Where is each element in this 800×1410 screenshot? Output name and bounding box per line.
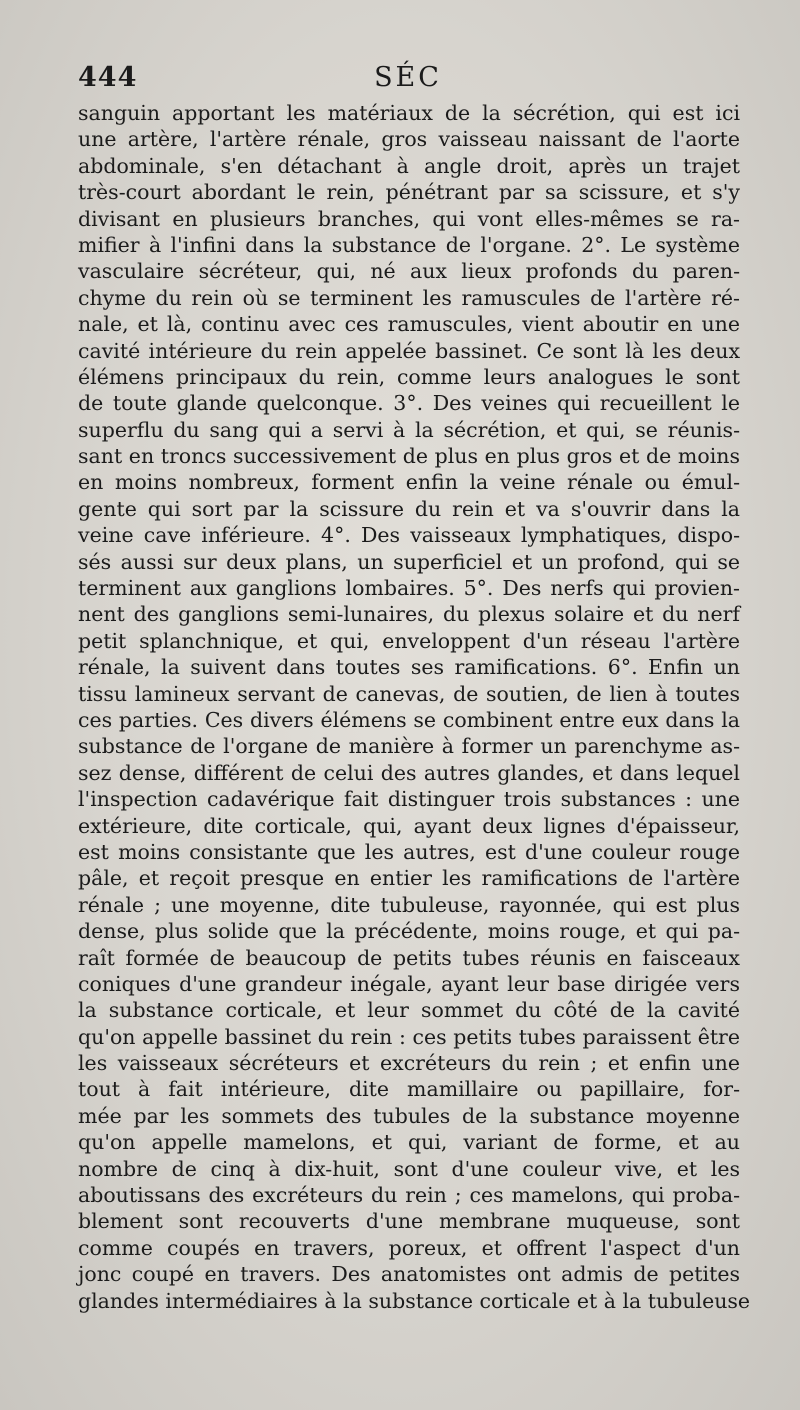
text-line: veine cave inférieure. 4°. Des vaisseaux lymphatiques, dispo- — [78, 523, 740, 548]
text-line: sez dense, différent de celui des autres glandes, et dans lequel — [78, 760, 740, 785]
text-line: substance de l'organe de manière à former un parenchyme as- — [78, 734, 740, 759]
text-line: qu'on appelle bassinet du rein : ces petits tubes paraissent être — [78, 1024, 740, 1049]
text-line: est moins consistante que les autres, est d'une couleur rouge — [78, 839, 740, 864]
page-number: 444 — [78, 62, 138, 93]
text-line: glandes intermédiaires à la substance corticale et à la tubuleuse — [78, 1288, 751, 1313]
text-line: jonc coupé en travers. Des anatomistes ont admis de petites — [78, 1262, 740, 1287]
text-line: divisant en plusieurs branches, qui vont elles-mêmes se ra- — [78, 206, 740, 231]
text-line: blement sont recouverts d'une membrane muqueuse, sont — [78, 1209, 740, 1234]
text-line: de toute glande quelconque. 3°. Des veines qui recueillent le — [78, 391, 740, 416]
text-line: en moins nombreux, forment enfin la veine rénale ou émul- — [78, 470, 740, 495]
text-line: mifier à l'infini dans la substance de l'organe. 2°. Le système — [78, 232, 740, 257]
text-line: petit splanchnique, et qui, enveloppent d'un réseau l'artère — [78, 628, 740, 653]
text-line: qu'on appelle mamelons, et qui, variant de forme, et au — [78, 1130, 740, 1155]
text-line: nent des ganglions semi-lunaires, du plexus solaire et du nerf — [78, 602, 740, 627]
text-line: aboutissans des excréteurs du rein ; ces mamelons, qui proba- — [78, 1183, 740, 1208]
text-line: la substance corticale, et leur sommet du côté de la cavité — [78, 998, 740, 1023]
body-text — [78, 100, 751, 1314]
text-line: mée par les sommets des tubules de la substance moyenne — [78, 1103, 740, 1128]
text-line: rénale ; une moyenne, dite tubuleuse, rayonnée, qui est plus — [78, 892, 740, 917]
text-line: ces parties. Ces divers élémens se combinent entre eux dans la — [78, 707, 740, 732]
text-line: terminent aux ganglions lombaires. 5°. Des nerfs qui provien- — [78, 576, 740, 601]
text-line: une artère, l'artère rénale, gros vaisseau naissant de l'aorte — [78, 127, 740, 152]
text-line: vasculaire sécréteur, qui, né aux lieux profonds du paren- — [78, 259, 740, 284]
running-head: SÉC — [374, 62, 442, 93]
text-line: abdominale, s'en détachant à angle droit, après un trajet — [78, 153, 740, 178]
text-line: sanguin apportant les matériaux de la sécrétion, qui est ici — [78, 101, 740, 125]
page-header — [78, 62, 738, 96]
text-line: élémens principaux du rein, comme leurs analogues le sont — [78, 364, 740, 389]
text-line: chyme du rein où se terminent les ramuscules de l'artère ré- — [78, 285, 740, 310]
text-line: coniques d'une grandeur inégale, ayant leur base dirigée vers — [78, 971, 740, 996]
text-line: sant en troncs successivement de plus en plus gros et de moins — [78, 444, 740, 469]
text-line: l'inspection cadavérique fait distinguer trois substances : une — [78, 787, 740, 812]
text-line: extérieure, dite corticale, qui, ayant deux lignes d'épaisseur, — [78, 813, 740, 838]
text-line: nale, et là, continu avec ces ramuscules, vient aboutir en une — [78, 312, 740, 337]
text-line: raît formée de beaucoup de petits tubes réunis en faisceaux — [78, 945, 740, 970]
text-line: rénale, la suivent dans toutes ses ramifications. 6°. Enfin un — [78, 655, 740, 680]
text-line: très-court abordant le rein, pénétrant par sa scissure, et s'y — [78, 180, 740, 205]
text-line: les vaisseaux sécréteurs et excréteurs du rein ; et enfin une — [78, 1051, 740, 1076]
text-line: tissu lamineux servant de canevas, de soutien, de lien à toutes — [78, 681, 740, 706]
text-line: superflu du sang qui a servi à la sécrétion, et qui, se réunis- — [78, 417, 740, 442]
text-line: cavité intérieure du rein appelée bassinet. Ce sont là les deux — [78, 338, 740, 363]
text-line: dense, plus solide que la précédente, moins rouge, et qui pa- — [78, 919, 740, 944]
text-line: nombre de cinq à dix-huit, sont d'une couleur vive, et les — [78, 1156, 740, 1181]
text-line: pâle, et reçoit presque en entier les ramifications de l'artère — [78, 866, 740, 891]
text-line: sés aussi sur deux plans, un superficiel et un profond, qui se — [78, 549, 740, 574]
text-line: comme coupés en travers, poreux, et offrent l'aspect d'un — [78, 1235, 740, 1260]
text-line: gente qui sort par la scissure du rein et va s'ouvrir dans la — [78, 496, 740, 521]
text-line: tout à fait intérieure, dite mamillaire ou papillaire, for- — [78, 1077, 740, 1102]
